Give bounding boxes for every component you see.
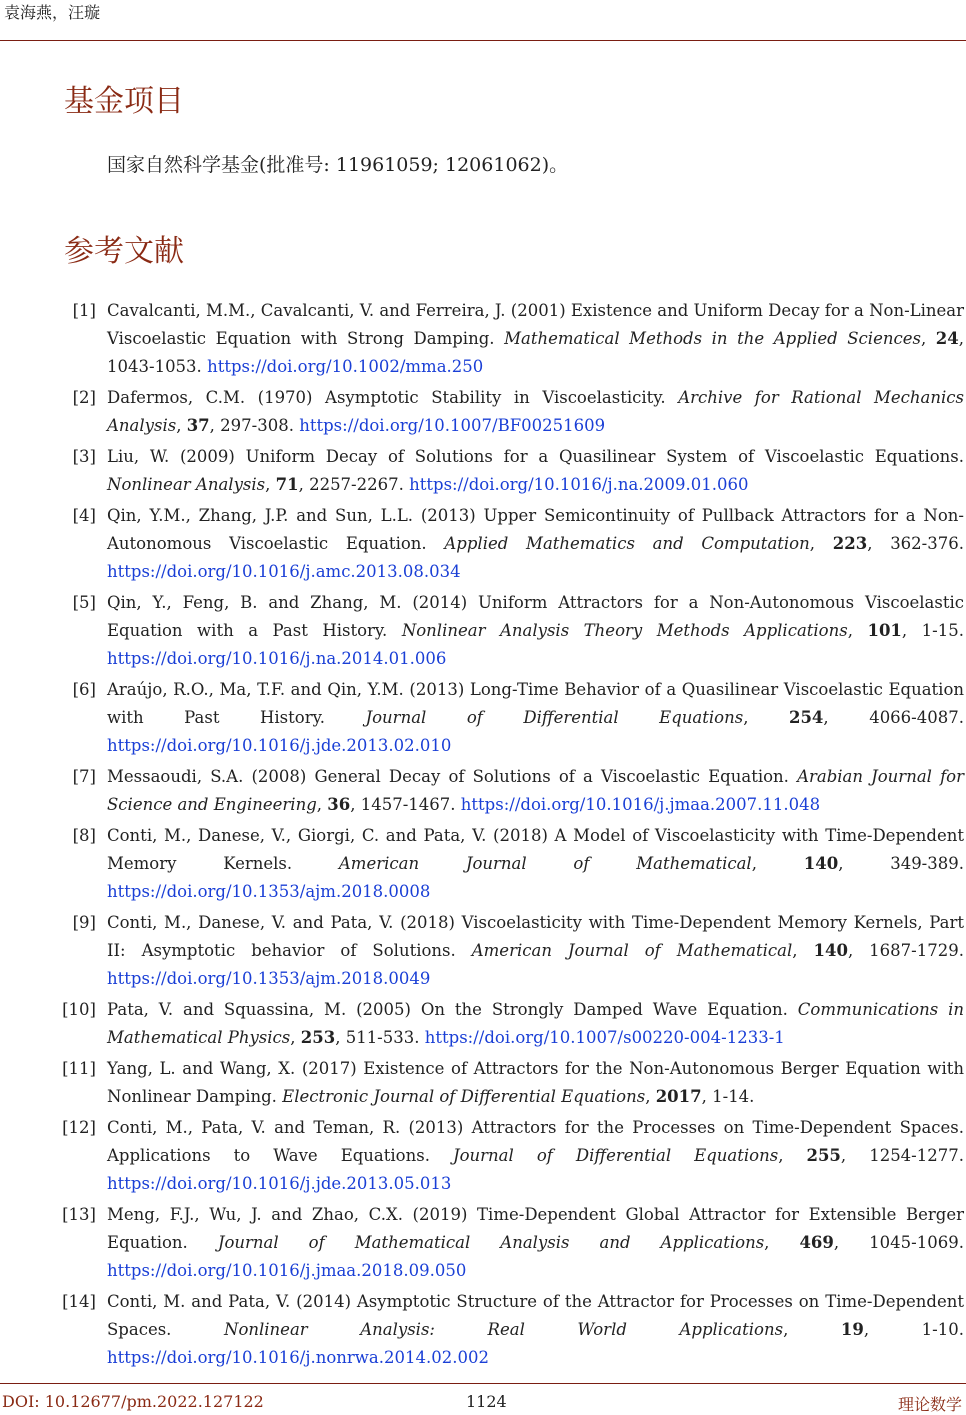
reference-item bbox=[0, 996, 966, 1052]
reference-body bbox=[107, 589, 964, 673]
reference-number: [7] bbox=[72, 767, 96, 786]
reference-doi-link[interactable]: https://doi.org/10.1016/j.amc.2013.08.034 bbox=[107, 562, 461, 581]
reference-number: [13] bbox=[62, 1205, 96, 1224]
reference-volume: 140 bbox=[813, 941, 848, 960]
reference-item bbox=[0, 909, 966, 993]
reference-volume: 36 bbox=[327, 795, 351, 814]
reference-separator: , bbox=[778, 1146, 807, 1165]
reference-doi-link[interactable]: https://doi.org/10.1016/j.na.2014.01.006 bbox=[107, 649, 447, 668]
reference-journal: Communications in Mathematical Physics bbox=[107, 1000, 964, 1047]
reference-separator: , bbox=[743, 708, 789, 727]
header-authors: 袁海燕，汪璇 bbox=[4, 3, 101, 22]
reference-item bbox=[0, 1114, 966, 1198]
reference-volume: 254 bbox=[788, 708, 824, 727]
reference-pages: , 349-389. bbox=[838, 854, 964, 873]
reference-body bbox=[107, 763, 964, 819]
reference-pages: , 1043-1053. bbox=[107, 329, 964, 376]
reference-authors-title: Conti, M., Danese, V. and Pata, V. (2018) Viscoelasticity with Time-Dependent Memory Kernels, Part II: Asymptotic behavior of Solutions. bbox=[107, 913, 964, 960]
reference-item bbox=[0, 676, 966, 760]
reference-authors-title: Conti, M., Pata, V. and Teman, R. (2013) Attractors for the Processes on Time-Dependent Spaces. Applications to Wave Equations. bbox=[107, 1118, 964, 1165]
reference-pages: , 362-376. bbox=[867, 534, 964, 553]
reference-doi-link[interactable]: https://doi.org/10.1016/j.jmaa.2007.11.048 bbox=[460, 795, 821, 814]
reference-journal: Journal of Differential Equations bbox=[452, 1146, 779, 1165]
reference-volume: 101 bbox=[867, 621, 902, 640]
reference-separator: , bbox=[764, 1233, 800, 1252]
reference-separator: , bbox=[316, 795, 328, 814]
reference-separator: , bbox=[847, 621, 868, 640]
reference-pages: , 297-308. bbox=[209, 416, 300, 435]
reference-volume: 255 bbox=[806, 1146, 841, 1165]
reference-volume: 24 bbox=[935, 329, 959, 348]
reference-journal: Nonlinear Analysis Theory Methods Applications bbox=[401, 621, 848, 640]
footer-page-number: 1124 bbox=[466, 1392, 507, 1411]
reference-item bbox=[0, 297, 966, 381]
reference-volume: 223 bbox=[832, 534, 868, 553]
reference-doi-link[interactable]: https://doi.org/10.1353/ajm.2018.0008 bbox=[107, 882, 431, 901]
reference-volume: 469 bbox=[799, 1233, 834, 1252]
reference-item bbox=[0, 502, 966, 586]
reference-authors-title: Messaoudi, S.A. (2008) General Decay of Solutions of a Viscoelastic Equation. bbox=[107, 767, 798, 786]
reference-number: [9] bbox=[72, 913, 96, 932]
reference-authors-title: Meng, F.J., Wu, J. and Zhao, C.X. (2019) Time-Dependent Global Attractor for Extensible Berger Equation. bbox=[107, 1205, 964, 1252]
reference-journal: Nonlinear Analysis bbox=[107, 475, 266, 494]
reference-separator: , bbox=[265, 475, 276, 494]
reference-authors-title: Conti, M., Danese, V., Giorgi, C. and Pata, V. (2018) A Model of Viscoelasticity with Time-Dependent Memory Kernels. bbox=[107, 826, 964, 873]
reference-body bbox=[107, 384, 964, 440]
reference-item bbox=[0, 822, 966, 906]
reference-number: [2] bbox=[72, 388, 96, 407]
reference-list bbox=[0, 297, 966, 1375]
reference-item bbox=[0, 589, 966, 673]
reference-separator: , bbox=[176, 416, 187, 435]
reference-body bbox=[107, 1201, 964, 1285]
reference-body bbox=[107, 1288, 964, 1372]
reference-journal: Mathematical Methods in the Applied Sciences bbox=[504, 329, 921, 348]
reference-separator: , bbox=[920, 329, 936, 348]
reference-journal: Applied Mathematics and Computation bbox=[444, 534, 810, 553]
reference-doi-link[interactable]: https://doi.org/10.1016/j.jde.2013.05.013 bbox=[107, 1174, 452, 1193]
reference-pages: , 1-14. bbox=[701, 1087, 755, 1106]
reference-pages: , 511-533. bbox=[335, 1028, 425, 1047]
reference-doi-link[interactable]: https://doi.org/10.1016/j.nonrwa.2014.02.002 bbox=[107, 1348, 489, 1367]
reference-separator: , bbox=[809, 534, 833, 553]
reference-pages: , 2257-2267. bbox=[298, 475, 410, 494]
reference-volume: 19 bbox=[840, 1320, 864, 1339]
reference-body bbox=[107, 996, 964, 1052]
reference-body bbox=[107, 297, 964, 381]
reference-doi-link[interactable]: https://doi.org/10.1016/j.jde.2013.02.010 bbox=[107, 736, 452, 755]
reference-body bbox=[107, 1114, 964, 1198]
reference-separator: , bbox=[645, 1087, 656, 1106]
reference-body bbox=[107, 1055, 964, 1111]
funding-text: 国家自然科学基金(批准号: 11961059; 12061062)。 bbox=[107, 154, 569, 176]
reference-doi-link[interactable]: https://doi.org/10.1016/j.na.2009.01.060 bbox=[409, 475, 749, 494]
reference-pages: , 1687-1729. bbox=[847, 941, 964, 960]
reference-volume: 71 bbox=[275, 475, 299, 494]
reference-authors-title: Cavalcanti, M.M., Cavalcanti, V. and Ferreira, J. (2001) Existence and Uniform Decay for a Non-Linear Viscoelastic Equation with Strong Damping. bbox=[107, 301, 964, 348]
page-header bbox=[0, 0, 966, 40]
reference-body bbox=[107, 443, 964, 499]
reference-journal: Arabian Journal for Science and Engineering bbox=[107, 767, 964, 814]
reference-number: [8] bbox=[72, 826, 96, 845]
reference-body bbox=[107, 502, 964, 586]
footer-rule bbox=[0, 1383, 966, 1384]
reference-number: [12] bbox=[62, 1118, 96, 1137]
reference-authors-title: Yang, L. and Wang, X. (2017) Existence of Attractors for the Non-Autonomous Berger Equation with Nonlinear Damping. bbox=[107, 1059, 964, 1106]
reference-authors-title: Araújo, R.O., Ma, T.F. and Qin, Y.M. (2013) Long-Time Behavior of a Quasilinear Viscoelastic Equation with Past History. bbox=[107, 680, 964, 727]
header-rule bbox=[0, 40, 966, 41]
reference-pages: , 4066-4087. bbox=[823, 708, 964, 727]
reference-separator: , bbox=[290, 1028, 301, 1047]
reference-journal: American Journal of Mathematical bbox=[471, 941, 793, 960]
reference-pages: , 1045-1069. bbox=[833, 1233, 964, 1252]
reference-body bbox=[107, 676, 964, 760]
reference-item bbox=[0, 1201, 966, 1285]
reference-authors-title: Pata, V. and Squassina, M. (2005) On the Strongly Damped Wave Equation. bbox=[107, 1000, 798, 1019]
reference-number: [6] bbox=[72, 680, 96, 699]
reference-doi-link[interactable]: https://doi.org/10.1007/BF00251609 bbox=[299, 416, 606, 435]
reference-number: [1] bbox=[72, 301, 96, 320]
reference-volume: 253 bbox=[300, 1028, 336, 1047]
reference-number: [11] bbox=[62, 1059, 96, 1078]
reference-item bbox=[0, 1288, 966, 1372]
reference-journal: Journal of Differential Equations bbox=[365, 708, 744, 727]
reference-item bbox=[0, 763, 966, 819]
reference-journal: Journal of Mathematical Analysis and Applications bbox=[217, 1233, 765, 1252]
reference-separator: , bbox=[751, 854, 804, 873]
reference-pages: , 1-15. bbox=[901, 621, 964, 640]
footer-journal-name: 理论数学 bbox=[897, 1395, 962, 1414]
footer-doi[interactable]: DOI: 10.12677/pm.2022.127122 bbox=[2, 1392, 264, 1411]
reference-doi-link[interactable]: https://doi.org/10.1007/s00220-004-1233-1 bbox=[424, 1028, 785, 1047]
reference-journal: Electronic Journal of Differential Equations bbox=[282, 1087, 646, 1106]
reference-body bbox=[107, 822, 964, 906]
reference-number: [3] bbox=[72, 447, 96, 466]
reference-item bbox=[0, 443, 966, 499]
reference-doi-link[interactable]: https://doi.org/10.1016/j.jmaa.2018.09.050 bbox=[107, 1261, 467, 1280]
reference-volume: 37 bbox=[186, 416, 210, 435]
reference-number: [10] bbox=[62, 1000, 96, 1019]
references-section-title: 参考文献 bbox=[64, 234, 184, 269]
reference-item bbox=[0, 1055, 966, 1111]
reference-journal: American Journal of Mathematical bbox=[338, 854, 752, 873]
reference-authors-title: Conti, M. and Pata, V. (2014) Asymptotic Structure of the Attractor for Processes on Time-Dependent Spaces. bbox=[107, 1292, 964, 1339]
reference-number: [5] bbox=[72, 593, 96, 612]
reference-pages: , 1457-1467. bbox=[350, 795, 461, 814]
reference-number: [14] bbox=[62, 1292, 96, 1311]
reference-pages: , 1254-1277. bbox=[840, 1146, 964, 1165]
reference-authors-title: Qin, Y., Feng, B. and Zhang, M. (2014) Uniform Attractors for a Non-Autonomous Viscoelastic Equation with a Past History. bbox=[107, 593, 964, 640]
reference-doi-link[interactable]: https://doi.org/10.1353/ajm.2018.0049 bbox=[107, 969, 431, 988]
reference-number: [4] bbox=[72, 506, 96, 525]
reference-body bbox=[107, 909, 964, 993]
reference-volume: 140 bbox=[803, 854, 839, 873]
reference-authors-title: Qin, Y.M., Zhang, J.P. and Sun, L.L. (2013) Upper Semicontinuity of Pullback Attractors for a Non-Autonomous Viscoelastic Equation. bbox=[107, 506, 964, 553]
funding-section-title: 基金项目 bbox=[64, 84, 184, 119]
reference-separator: , bbox=[783, 1320, 841, 1339]
reference-journal: Nonlinear Analysis: Real World Applications bbox=[224, 1320, 784, 1339]
reference-volume: 2017 bbox=[655, 1087, 702, 1106]
reference-authors-title: Liu, W. (2009) Uniform Decay of Solutions for a Quasilinear System of Viscoelastic Equations. bbox=[107, 447, 964, 466]
reference-separator: , bbox=[792, 941, 814, 960]
reference-item bbox=[0, 384, 966, 440]
reference-pages: , 1-10. bbox=[863, 1320, 964, 1339]
reference-doi-link[interactable]: https://doi.org/10.1002/mma.250 bbox=[207, 357, 484, 376]
reference-authors-title: Dafermos, C.M. (1970) Asymptotic Stability in Viscoelasticity. bbox=[107, 388, 679, 407]
reference-journal: Archive for Rational Mechanics Analysis bbox=[107, 388, 964, 435]
